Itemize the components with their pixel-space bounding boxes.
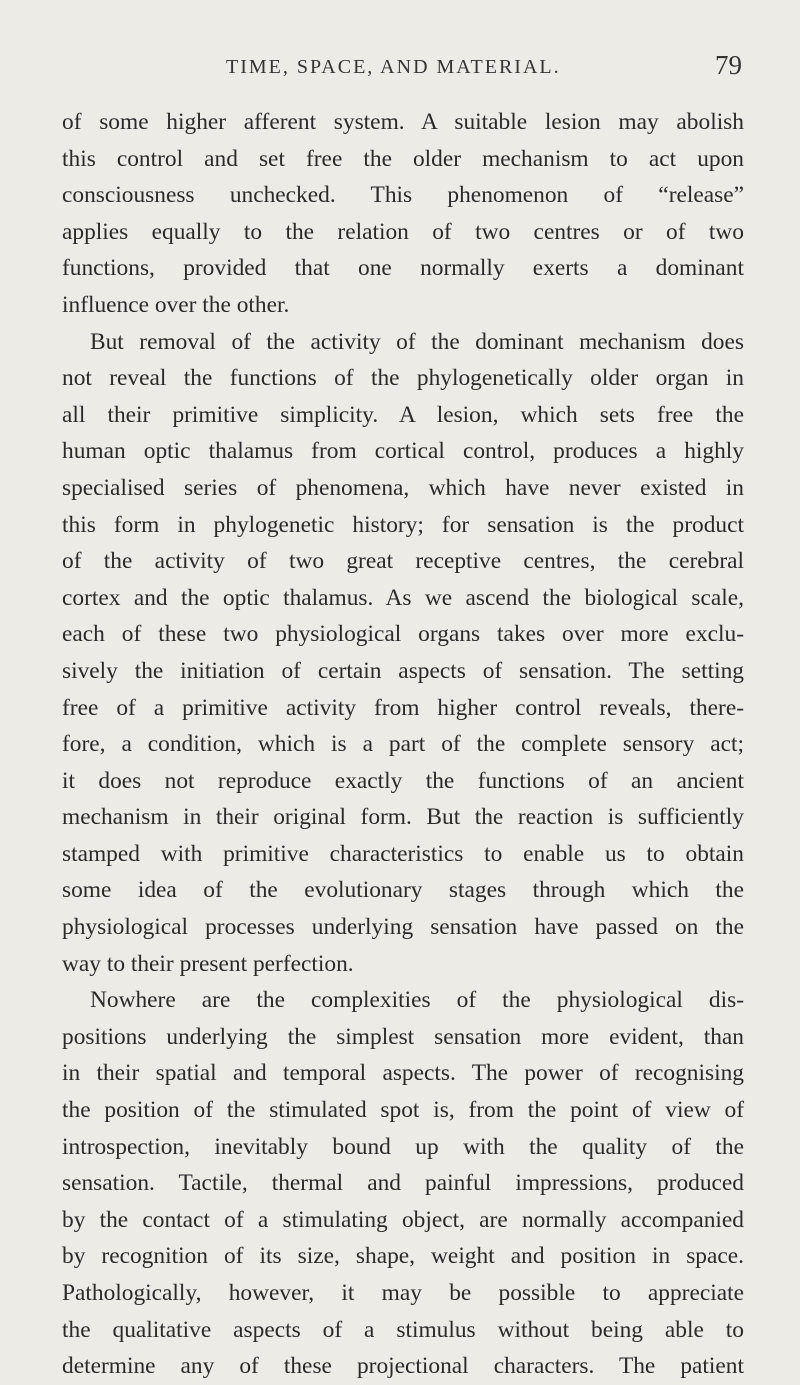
text-line: mechanism in their original form. But the reaction is sufficiently [62,804,744,831]
text-line: physiological processes underlying sensation have passed on the [62,914,744,941]
text-line: influence over the other. [62,291,290,318]
text-line: specialised series of phenomena, which have never existed in [62,474,744,501]
text-line: consciousness unchecked. This phenomenon of “release” [62,182,744,209]
text-line: each of these two physiological organs takes over more exclu- [62,621,744,648]
text-line: all their primitive simplicity. A lesion, which sets free the [62,401,744,428]
text-line: way to their present perfection. [62,950,354,977]
text-line: Nowhere are the complexities of the physiological dis- [90,987,744,1014]
text-line: the qualitative aspects of a stimulus without being able to [62,1316,744,1343]
text-line: sively the initiation of certain aspects of sensation. The setting [62,657,744,684]
text-line: free of a primitive activity from higher control reveals, there- [62,694,744,721]
text-line: human optic thalamus from cortical control, produces a highly [62,438,744,465]
text-line: not reveal the functions of the phylogenetically older organ in [62,365,744,392]
text-line: positions underlying the simplest sensation more evident, than [62,1023,744,1050]
text-line: the position of the stimulated spot is, from the point of view of [62,1097,744,1124]
text-line: determine any of these projectional characters. The patient [62,1353,744,1380]
text-line: applies equally to the relation of two centres or of two [62,218,744,245]
text-line: it does not reproduce exactly the functions of an ancient [62,767,744,794]
text-line: this control and set free the older mechanism to act upon [62,145,744,172]
text-line: stamped with primitive characteristics to enable us to obtain [62,840,744,867]
text-line: fore, a condition, which is a part of the complete sensory act; [62,731,744,758]
text-line: by the contact of a stimulating object, are normally accompanied [62,1206,744,1233]
text-line: in their spatial and temporal aspects. The power of recognising [62,1060,744,1087]
text-line: by recognition of its size, shape, weight and position in space. [62,1243,744,1270]
text-line: cortex and the optic thalamus. As we ascend the biological scale, [62,584,744,611]
text-line: But removal of the activity of the dominant mechanism does [90,328,744,355]
text-line: of the activity of two great receptive centres, the cerebral [62,548,744,575]
text-line: this form in phylogenetic history; for sensation is the product [62,511,744,538]
body-text [62,104,744,1385]
text-line: functions, provided that one normally exerts a dominant [62,255,744,282]
text-line: of some higher afferent system. A suitable lesion may abolish [62,109,744,135]
text-line: sensation. Tactile, thermal and painful impressions, produced [62,1170,744,1197]
page-number: 79 [715,50,742,80]
text-line: some idea of the evolutionary stages through which the [62,877,744,904]
text-line: introspection, inevitably bound up with the quality of the [62,1133,744,1160]
text-line: Pathologically, however, it may be possible to appreciate [62,1280,744,1306]
running-head: TIME, SPACE, AND MATERIAL. [226,56,561,78]
